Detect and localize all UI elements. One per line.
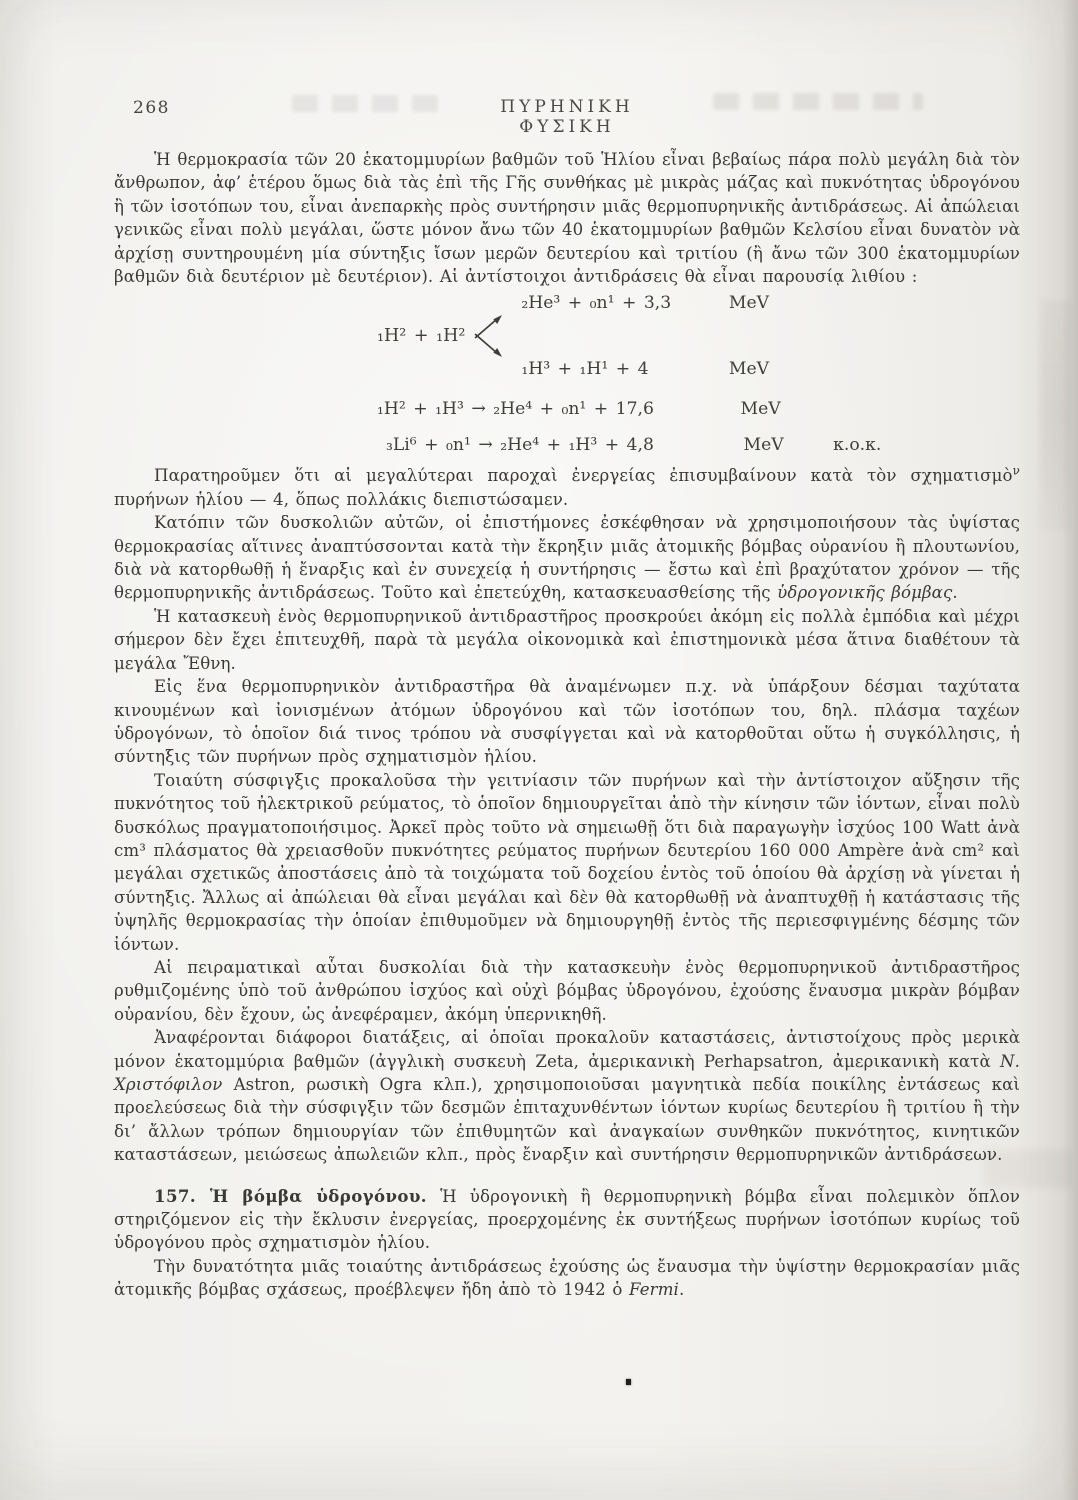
paragraph-fermi-prediction (114, 1255, 1020, 1302)
equation-dd-branches (521, 293, 769, 379)
paragraph-text: Τὴν δυνατότητα μιᾶς τοιαύτης ἀντιδράσεως ἐχούσης ὡς ἔναυσμα τὴν ὑψίστην θερμοκρασίαν μιᾶς ἀτομικῆς βόμβας σχάσεως, προέβλεψεν ἤδη ἀπὸ τὸ 1942 ὁ (114, 1256, 1020, 1300)
paragraph-text: Ἀναφέρονται διάφοροι διατάξεις, αἱ ὁποῖαι προκαλοῦν καταστάσεις, ἀντιστοίχους πρὸς μερικὰ μόνον ἑκατομμύρια βαθμῶν (ἀγγλικὴ συσκευὴ Zeta, ἀμερικανικὴ Perhapsatron, ἀμερικανικὴ κατὰ (114, 1028, 1020, 1071)
branch-arrows-icon (472, 304, 512, 368)
equation-lithium-neutron (386, 435, 1020, 455)
paragraph-text: Astron, ρωσικὴ Ogra κλπ.), χρησιμοποιοῦσαι μαγνητικὰ πεδία ποικίλης ἐντάσεως καὶ προελεύσεως διὰ τὴν σύσφιγξιν τῶν δεσμῶν ἐπιταχυνθέντων ἰόντων κυρίως δευτερίου ἢ τριτίου ἢ τὴν δι’ ἄλλων τρόπων δημιουργίαν τῶν ἐπιθυμητῶν καὶ ἀναγκαίων συνθηκῶν πυκνότητος, κινητικῶν καταστάσεων, μειώσεως ἀπωλειῶν κλπ., πρὸς ἔναρξιν καὶ συντήρησιν θερμοπυρηνικῶν ἀντιδράσεων. (114, 1075, 1020, 1165)
fermi-name: Fermi (629, 1280, 679, 1300)
paragraph-sun-temperature: Ἡ θερμοκρασία τῶν 20 ἑκατομμυρίων βαθμῶν τοῦ Ἡλίου εἶναι βεβαίως πάρα πολὺ μεγάλη διὰ τὸν ἄνθρωπον, ἀφ’ ἑτέρου ὅμως διὰ τὰς ἐπὶ τῆς Γῆς συνθήκας μὲ μικρὰς μάζας καὶ πυκνότητας ὑδρογόνου ἢ τῶν ἰσοτόπων του, εἶναι ἀνεπαρκὴς πρὸς συντήρησιν μιᾶς θερμοπυρηνικῆς ἀντιδράσεως. Αἱ ἀπώλειαι γενικῶς εἶναι πολὺ μεγάλαι, ὥστε μόνον ἄνω τῶν 40 ἑκατομμυρίων βαθμῶν Κελσίου εἶναι δυνατὸν νὰ ἀρχίσῃ συντηρουμένη μία σύντηξις ἴσων μερῶν δευτερίου καὶ τριτίου (ἢ ἄνω τῶν 300 ἑκατομμυρίων βαθμῶν διὰ δευτέριον μὲ δευτέριον). Αἱ ἀντίστοιχοι ἀντιδράσεις θὰ εἶναι παρουσίᾳ λιθίου : (114, 150, 1020, 287)
running-title: ΠΥΡΗΝΙΚΗ ΦΥΣΙΚΗ (500, 97, 634, 137)
paragraph-text: πυρήνων ἡλίου — 4, ὅπως πολλάκις διεπιστώσαμεν. (114, 489, 569, 509)
scan-edge-shadow (1062, 0, 1078, 1500)
etcetera-label: κ.ο.κ. (833, 435, 882, 456)
section-157 (114, 1185, 1020, 1255)
equation-expression: ₃Li⁶ + ₀n¹ → ₂He⁴ + ₁H³ + 4,8 (386, 435, 654, 456)
page-number: 268 (133, 98, 170, 118)
equation-unit: MeV (728, 293, 770, 314)
equation-unit: MeV (728, 359, 770, 380)
text-block (114, 148, 1020, 1302)
paragraph-pinch-difficulty: Τοιαύτη σύσφιγξις προκαλοῦσα τὴν γειτνίασιν τῶν πυρήνων καὶ τὴν ἀντίστοιχον αὔξησιν τῆς πυκνότητος τοῦ ἠλεκτρικοῦ ρεύματος, τὸ ὁποῖον δημιουργεῖται ἀπὸ τὴν κίνησιν τῶν ἰόντων, εἶναι πολὺ δυσκόλως πραγματοποιήσιμος. Ἀρκεῖ πρὸς τοῦτο νὰ σημειωθῇ ὅτι διὰ παραγωγὴν ἰσχύος 100 Watt ἀνὰ cm³ πλάσματος θὰ χρειασθοῦν πυκνότητες ρεύματος πυρήνων δευτερίου 160 000 Ampère ἀνὰ cm² καὶ μεγάλαι σχετικῶς ἀποστάσεις ἀπὸ τὰ τοιχώματα τοῦ δοχείου ἐντὸς τοῦ ὁποίου θὰ ἀρχίσῃ νὰ γίνεται ἡ σύντηξις. Ἄλλως αἱ ἀπώλειαι θὰ εἶναι μεγάλαι καὶ δὲν θὰ κατορθωθῇ νὰ ἀναπτυχθῇ ἡ κατάστασις τῆς ὑψηλῆς θερμοκρασίας τὴν ὁποίαν ἐπιθυμοῦμεν νὰ δημιουργηθῇ ἐντὸς τῆς περιεσφιγμένης δέσμης τῶν ἰόντων. (114, 770, 1020, 954)
equation-unit: MeV (740, 399, 781, 420)
paragraph-bomb-temperatures (114, 511, 1020, 605)
hydrogen-bomb-term: ὑδρογονικῆς βόμβας (777, 583, 953, 603)
equation-dd-branch-tritium (521, 359, 769, 379)
equation-dd-branching (377, 293, 1020, 379)
paragraph-fusion-devices (114, 1026, 1020, 1166)
reaction-equations (114, 293, 1020, 455)
raised-letter: ν (1012, 463, 1020, 478)
section-157-heading: 157. Ἡ βόμβα ὑδρογόνου. (154, 1185, 427, 1206)
paragraph-reactor-obstacles: Ἡ κατασκευὴ ἑνὸς θερμοπυρηνικοῦ ἀντιδραστῆρος προσκρούει ἀκόμη εἰς πολλὰ ἐμπόδια καὶ μέχρι σήμερον δὲν ἔχει ἐπιτευχθῆ, παρὰ τὰ μεγάλα οἰκονομικὰ καὶ ἐπιστημονικὰ μέσα ἅτινα διαθέτουν τὰ μεγάλα Ἔθνη. (114, 606, 1020, 673)
equation-expression: ₁H³ + ₁H¹ + 4 (521, 359, 649, 380)
equation-unit: MeV (743, 435, 784, 456)
paragraph-text: . (952, 583, 958, 603)
paragraph-observation (114, 464, 1020, 511)
equation-expression: ₁H² + ₁H³ → ₂He⁴ + ₀n¹ + 17,6 (377, 399, 654, 420)
paragraph-text: Ἡ ὑδρογονικὴ ἢ θερμοπυρηνικὴ βόμβα εἶναι πολεμικὸν ὅπλον στηριζόμενον εἰς τὴν ἔκλυσιν ἐνεργείας, προερχομένης ἐκ συντήξεως πυρήνων ἰσοτόπων κυρίως τοῦ ὑδρογόνου πρὸς σχηματισμὸν ἡλίου. (114, 1186, 1020, 1253)
bleedthrough-ghost-text (292, 95, 444, 112)
paragraph-plasma-beams: Εἰς ἕνα θερμοπυρηνικὸν ἀντιδραστῆρα θὰ ἀναμένωμεν π.χ. νὰ ὑπάρξουν δέσμαι ταχύτατα κινουμένων καὶ ἰονισμένων ἀτόμων ὑδρογόνου καὶ τῶν ἰσοτόπων του, δηλ. πλάσμα ταχέων ὑδρογόνων, τὸ ὁποῖον διά τινος τρόπου νὰ συσφίγγεται καὶ νὰ κατορθοῦται οὕτω ἡ συγκόλλησις, ἡ σύντηξις τῶν πυρήνων πρὸς σχηματισμὸν ἡλίου. (114, 677, 1020, 767)
equation-expression: ₂He³ + ₀n¹ + 3,3 (521, 293, 672, 314)
christofilos-name: Ν. Χριστόφιλον (114, 1051, 1020, 1094)
paragraph-text: Κατόπιν τῶν δυσκολιῶν αὐτῶν, οἱ ἐπιστήμονες ἐσκέφθησαν νὰ χρησιμοποιήσουν τὰς ὑψίστας θερμοκρασίας αἵτινες ἀναπτύσσονται κατὰ τὴν ἔκρηξιν μιᾶς ἀτομικῆς βόμβας οὐρανίου ἢ πλουτωνίου, διὰ νὰ κατορθωθῇ ἡ ἔναρξις καὶ ἐν συνεχείᾳ ἡ συντήρησις — ἔστω καὶ ἐπὶ βραχύτατον χρόνον — τῆς θερμοπυρηνικῆς ἀντιδράσεως. Τοῦτο καὶ ἐπετεύχθη, κατασκευασθείσης τῆς (114, 513, 1020, 603)
equation-dd-lhs: ₁H² + ₁H² (377, 326, 466, 347)
paragraph-text: Παρατηροῦμεν ὅτι αἱ μεγαλύτεραι παροχαὶ ἐνεργείας ἐπισυμβαίνουν κατὰ τὸν σχηματισμὸ (154, 466, 1013, 486)
paragraph-experimental-difficulties: Αἱ πειραματικαὶ αὗται δυσκολίαι διὰ τὴν κατασκευὴν ἑνὸς θερμοπυρηνικοῦ ἀντιδραστῆρος ρυθμιζομένης ὑπὸ τοῦ ἀνθρώπου ἰσχύος καὶ οὐχὶ βόμβας ὑδρογόνου, ἐχούσης ἔναυσμα μικρὰν βόμβαν οὐρανίου, δὲν ἔχουν, ὡς ἀνεφέραμεν, ἀκόμη ὑπερνικηθῆ. (114, 957, 1020, 1024)
paragraph-text: . (678, 1280, 685, 1300)
equation-dd-branch-helium3 (521, 293, 769, 313)
bleedthrough-ghost-text (713, 93, 923, 110)
equation-dt (377, 399, 1020, 419)
ink-speck (626, 1379, 631, 1385)
